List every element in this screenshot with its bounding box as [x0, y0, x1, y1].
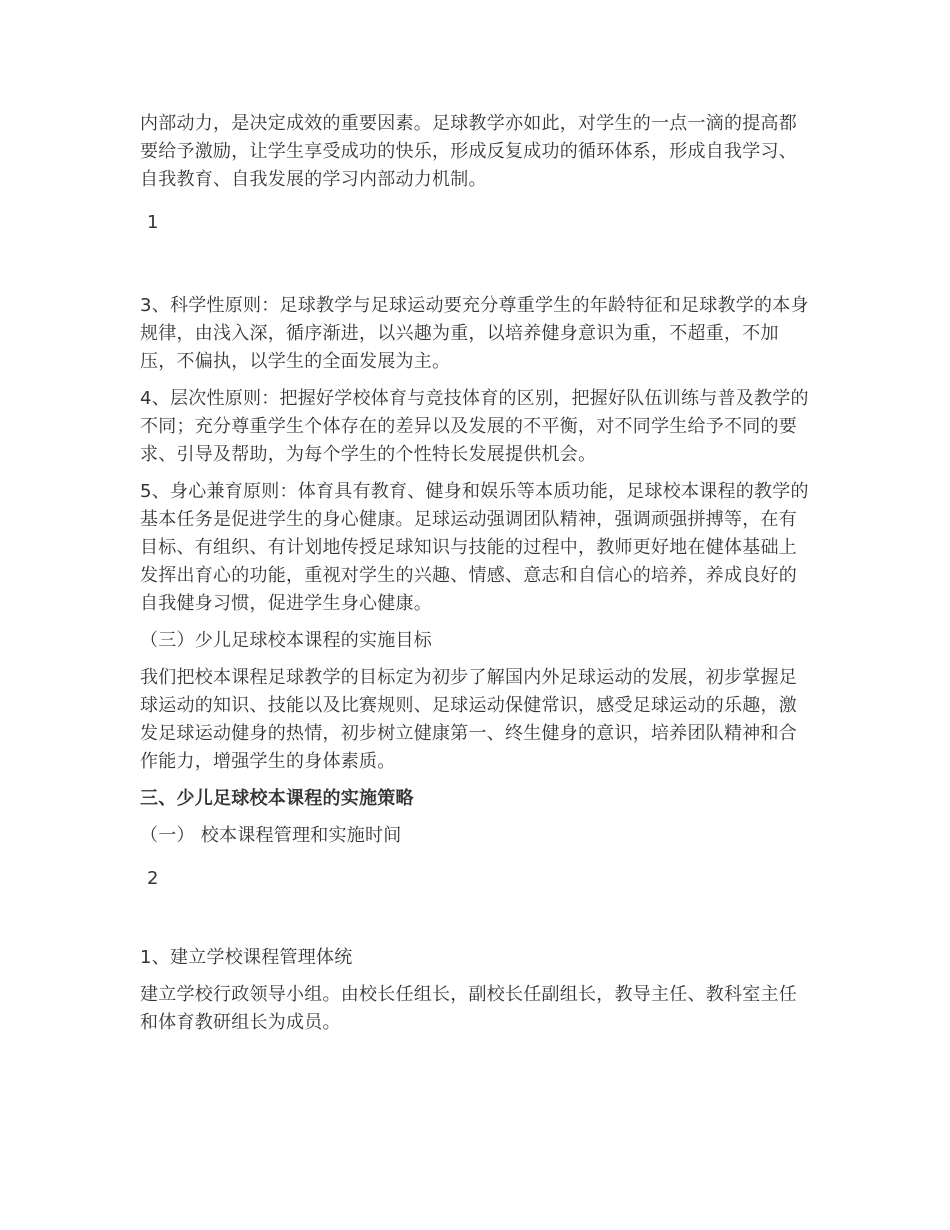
- principle-4-paragraph: 4、层次性原则：把握好学校体育与竞技体育的区别，把握好队伍训练与普及教学的不同；充分尊重学生个体存在的差异以及发展的不平衡，对不同学生给予不同的要求、引导及帮助，为每个学生的个性特长发展提供机会。: [140, 388, 809, 465]
- item-1-heading: 1、建立学校课程管理体统: [140, 947, 353, 968]
- principle-3-paragraph: 3、科学性原则：足球教学与足球运动要充分尊重学生的年龄特征和足球教学的本身规律，由浅入深，循序渐进，以兴趣为重，以培养健身意识为重，不超重，不加压，不偏执，以学生的全面发展为主。: [140, 295, 809, 372]
- document-page: [140, 110, 812, 1037]
- page-break-2: [140, 893, 812, 944]
- subheading-implementation-goals: （三）少儿足球校本课程的实施目标: [140, 630, 432, 651]
- page-break-1: [140, 237, 812, 292]
- item-1-paragraph: 建立学校行政领导小组。由校长任组长，副校长任副组长，教导主任、教科室主任和体育教研组长为成员。: [140, 984, 797, 1033]
- page-number-1: 1: [147, 212, 159, 233]
- section-heading-strategies: 三、少儿足球校本课程的实施策略: [140, 788, 414, 809]
- page-number-2: 2: [147, 868, 159, 889]
- principle-5-paragraph: 5、身心兼育原则：体育具有教育、健身和娱乐等本质功能，足球校本课程的教学的基本任务是促进学生的身心健康。足球运动强调团队精神，强调顽强拼搏等，在有目标、有组织、有计划地传授足球知识与技能的过程中，教师更好地在健体基础上发挥出育心的功能，重视对学生的兴趣、情感、意志和自信心的培养，养成良好的自我健身习惯，促进学生身心健康。: [140, 481, 809, 614]
- intro-paragraph: 内部动力，是决定成效的重要因素。足球教学亦如此，对学生的一点一滴的提高都要给予激励，让学生享受成功的快乐，形成反复成功的循环体系，形成自我学习、自我教育、自我发展的学习内部动力机制。: [140, 113, 797, 190]
- goals-paragraph: 我们把校本课程足球教学的目标定为初步了解国内外足球运动的发展，初步掌握足球运动的知识、技能以及比赛规则、足球运动保健常识，感受足球运动的乐趣，激发足球运动健身的热情，初步树立健康第一、终生健身的意识，培养团队精神和合作能力，增强学生的身体素质。: [140, 667, 797, 772]
- subheading-management-time: （一） 校本课程管理和实施时间: [140, 825, 402, 846]
